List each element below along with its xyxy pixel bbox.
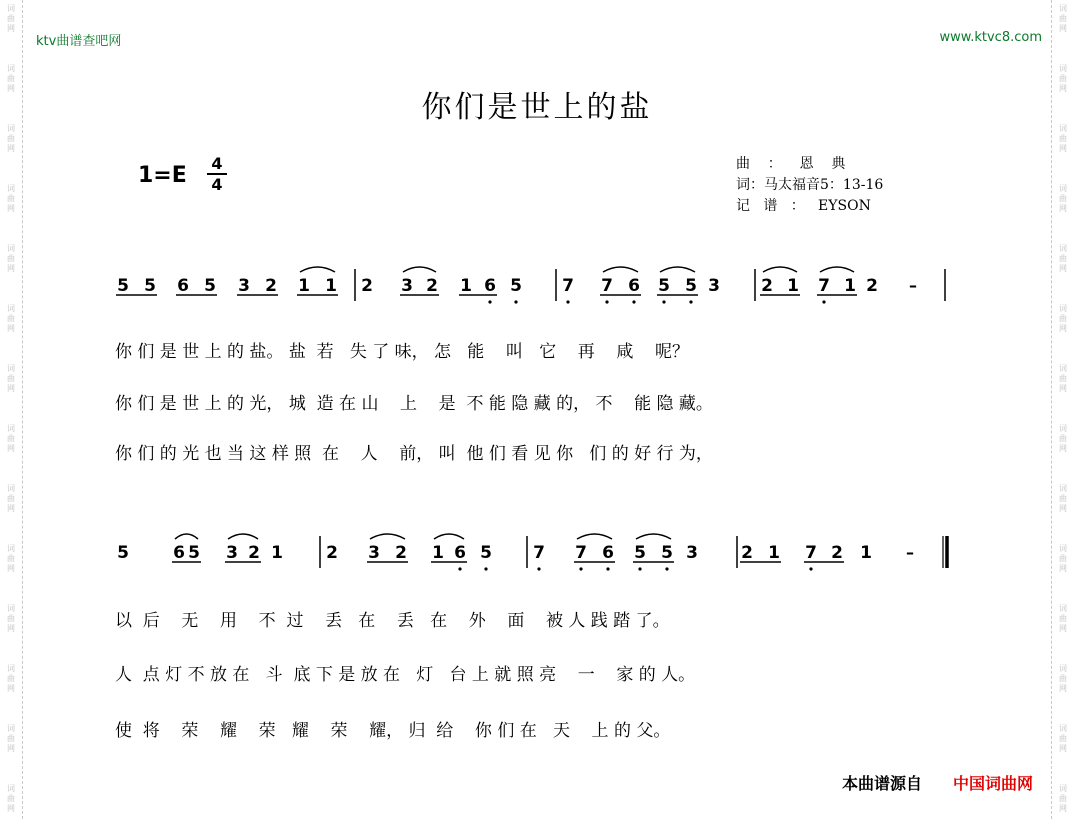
staff1-note: 2 <box>866 276 878 296</box>
staff1-note: 5 <box>144 276 156 296</box>
staff2-note: 2 <box>326 543 338 563</box>
staff2-octave-dot <box>606 567 609 570</box>
staff1-slur <box>660 267 695 272</box>
staff1-note: 2 <box>265 276 277 296</box>
watermark-text: 词 曲 网 <box>7 124 15 153</box>
lyric-line-2-verse-1: 以 后 无 用 不 过 丢 在 丢 在 外 面 被 人 践 踏 了。 <box>115 611 670 631</box>
watermark-text: 词 曲 网 <box>7 484 15 513</box>
staff2-note: 1 <box>768 543 780 563</box>
staff2-octave-dot <box>665 567 668 570</box>
watermark-text: 词 曲 网 <box>7 64 15 93</box>
watermark-text: 词 曲 网 <box>7 604 15 633</box>
watermark-text: 词 曲 网 <box>7 304 15 333</box>
staff2-slur <box>636 534 671 539</box>
staff1-octave-dot <box>566 300 569 303</box>
watermark-text: 词 曲 网 <box>1059 184 1067 213</box>
staff1-note: 3 <box>238 276 250 296</box>
staff2-note: 3 <box>368 543 380 563</box>
watermark-text: 词 曲 网 <box>1059 124 1067 153</box>
staff1-octave-dot <box>632 300 635 303</box>
staff2-note: 1 <box>860 543 872 563</box>
staff1-note: 3 <box>708 276 720 296</box>
staff1-note: 1 <box>325 276 337 296</box>
staff1-note: 6 <box>628 276 640 296</box>
staff1-note: 3 <box>401 276 413 296</box>
watermark-text: 词 曲 网 <box>7 784 15 813</box>
staff2-note: 5 <box>661 543 673 563</box>
staff1-note: 5 <box>510 276 522 296</box>
staff1-note: 2 <box>361 276 373 296</box>
staff1-slur <box>763 267 797 272</box>
watermark-text: 词 曲 网 <box>7 544 15 573</box>
watermark-text: 词 曲 网 <box>1059 364 1067 393</box>
credit-composer: 曲 ： 恩 典 <box>736 156 846 172</box>
watermark-text: 词 曲 网 <box>1059 784 1067 813</box>
staff2-note: 3 <box>226 543 238 563</box>
staff1-note: 1 <box>460 276 472 296</box>
staff1-note: 2 <box>761 276 773 296</box>
watermark-text: 词 曲 网 <box>1059 64 1067 93</box>
staff2-octave-dot <box>638 567 641 570</box>
watermark-text: 词 曲 网 <box>1059 544 1067 573</box>
staff2-note: 6 <box>454 543 466 563</box>
staff1-note: 7 <box>818 276 830 296</box>
staff1-note: 5 <box>117 276 129 296</box>
staff2-slur <box>434 534 464 539</box>
lyric-line-1-verse-1: 你 们 是 世 上 的 盐。 盐 若 失 了 味， 怎 能 叫 它 再 咸 呢？ <box>115 342 689 362</box>
site-url-header[interactable]: www.ktvc8.com <box>939 30 1042 45</box>
staff-line-1 <box>116 267 945 304</box>
staff-line-2 <box>117 534 947 571</box>
staff2-note: 3 <box>686 543 698 563</box>
watermark-text: 词 曲 网 <box>1059 604 1067 633</box>
staff1-octave-dot <box>488 300 491 303</box>
staff1-octave-dot <box>662 300 665 303</box>
staff2-note: 7 <box>575 543 587 563</box>
staff2-note: – <box>906 543 914 562</box>
staff2-note: 2 <box>395 543 407 563</box>
staff2-octave-dot <box>809 567 812 570</box>
lyric-line-2-verse-2: 人 点 灯 不 放 在 斗 底 下 是 放 在 灯 台 上 就 照 亮 一 家 的 人。 <box>115 665 696 685</box>
watermark-text: 词 曲 网 <box>7 364 15 393</box>
watermark-text: 词 曲 网 <box>7 184 15 213</box>
staff1-slur <box>820 267 854 272</box>
staff2-note: 5 <box>117 543 129 563</box>
staff2-octave-dot <box>484 567 487 570</box>
staff1-note: 5 <box>658 276 670 296</box>
watermark-text: 词 曲 网 <box>7 244 15 273</box>
watermark-text: 词 曲 网 <box>1059 4 1067 33</box>
staff1-octave-dot <box>822 300 825 303</box>
staff2-octave-dot <box>579 567 582 570</box>
watermark-text: 词 曲 网 <box>7 664 15 693</box>
staff2-note: 5 <box>480 543 492 563</box>
key-signature: 1=E <box>138 163 187 188</box>
lyric-line-1-verse-3: 你 们 的 光 也 当 这 样 照 在 人 前， 叫 他 们 看 见 你 们 的 好 行 为， <box>115 444 713 464</box>
staff1-note: 2 <box>426 276 438 296</box>
watermark-text: 词 曲 网 <box>1059 484 1067 513</box>
staff2-note: 2 <box>741 543 753 563</box>
staff1-slur <box>300 267 335 272</box>
source-label: 本曲谱源自 <box>842 774 923 793</box>
staff1-note: 6 <box>484 276 496 296</box>
credit-transcriber: 记 谱 ： EYSON <box>736 198 871 214</box>
staff1-note: 6 <box>177 276 189 296</box>
staff1-slur <box>403 267 436 272</box>
lyric-line-2-verse-3: 使 将 荣 耀 荣 耀 荣 耀， 归 给 你 们 在 天 上 的 父。 <box>115 721 671 741</box>
staff2-note: 6 <box>602 543 614 563</box>
watermark-text: 词 曲 网 <box>7 424 15 453</box>
staff2-octave-dot <box>458 567 461 570</box>
credit-lyricist: 词：马太福音5：13-16 <box>736 177 884 193</box>
staff2-note: 1 <box>432 543 444 563</box>
watermark-text: 词 曲 网 <box>7 4 15 33</box>
staff2-slur <box>228 534 258 539</box>
staff1-note: 5 <box>685 276 697 296</box>
staff1-note: – <box>909 276 917 295</box>
time-signature-top: 4 <box>211 154 223 173</box>
staff1-note: 1 <box>787 276 799 296</box>
staff2-note: 7 <box>805 543 817 563</box>
staff2-note: 2 <box>248 543 260 563</box>
staff1-note: 1 <box>298 276 310 296</box>
staff2-note: 1 <box>271 543 283 563</box>
staff1-note: 7 <box>562 276 574 296</box>
staff2-slur <box>577 534 612 539</box>
watermark-text: 词 曲 网 <box>1059 424 1067 453</box>
lyric-line-1-verse-2: 你 们 是 世 上 的 光， 城 造 在 山 上 是 不 能 隐 藏 的， 不 能 隐 藏。 <box>115 394 713 414</box>
staff1-note: 5 <box>204 276 216 296</box>
time-signature-bottom: 4 <box>211 175 223 194</box>
staff2-note: 5 <box>188 543 200 563</box>
staff2-slur <box>175 534 198 539</box>
watermark-text: 词 曲 网 <box>1059 724 1067 753</box>
staff2-note: 2 <box>831 543 843 563</box>
staff1-octave-dot <box>689 300 692 303</box>
song-title: 你们是世上的盐 <box>421 90 653 125</box>
staff2-slur <box>370 534 405 539</box>
staff1-slur <box>603 267 638 272</box>
staff1-note: 7 <box>601 276 613 296</box>
watermark-text: 词 曲 网 <box>7 724 15 753</box>
staff2-note: 6 <box>173 543 185 563</box>
watermark-text: 词 曲 网 <box>1059 244 1067 273</box>
watermark-text: 词 曲 网 <box>1059 304 1067 333</box>
staff2-note: 7 <box>533 543 545 563</box>
source-site-link[interactable]: 中国词曲网 <box>953 774 1034 793</box>
staff1-octave-dot <box>605 300 608 303</box>
staff1-octave-dot <box>514 300 517 303</box>
site-name-header[interactable]: ktv曲谱查吧网 <box>36 34 122 49</box>
staff1-note: 1 <box>844 276 856 296</box>
staff2-note: 5 <box>634 543 646 563</box>
watermark-text: 词 曲 网 <box>1059 664 1067 693</box>
staff2-octave-dot <box>537 567 540 570</box>
